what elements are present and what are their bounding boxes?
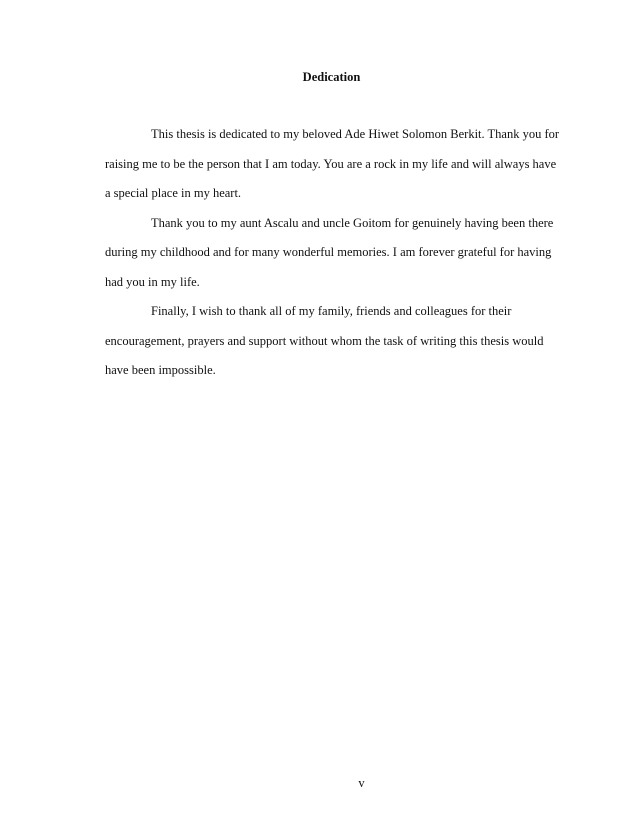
page-number: v (358, 776, 365, 790)
paragraph-2: Thank you to my aunt Ascalu and uncle Goitom for genuinely having been there during my childhood and for many wonderful memories. I am forever grateful for having had you in my life. (105, 215, 554, 289)
page-title: Dedication (302, 70, 361, 84)
paragraph-1: This thesis is dedicated to my beloved Ade Hiwet Solomon Berkit. Thank you for raising me to be the person that I am today. You are a rock in my life and will always have a special place in my heart. (105, 127, 560, 200)
paragraph-3: Finally, I wish to thank all of my family, friends and colleagues for their encouragement, prayers and support without whom the task of writing this thesis would have been impossible. (105, 304, 544, 377)
dedication-body (105, 120, 560, 386)
